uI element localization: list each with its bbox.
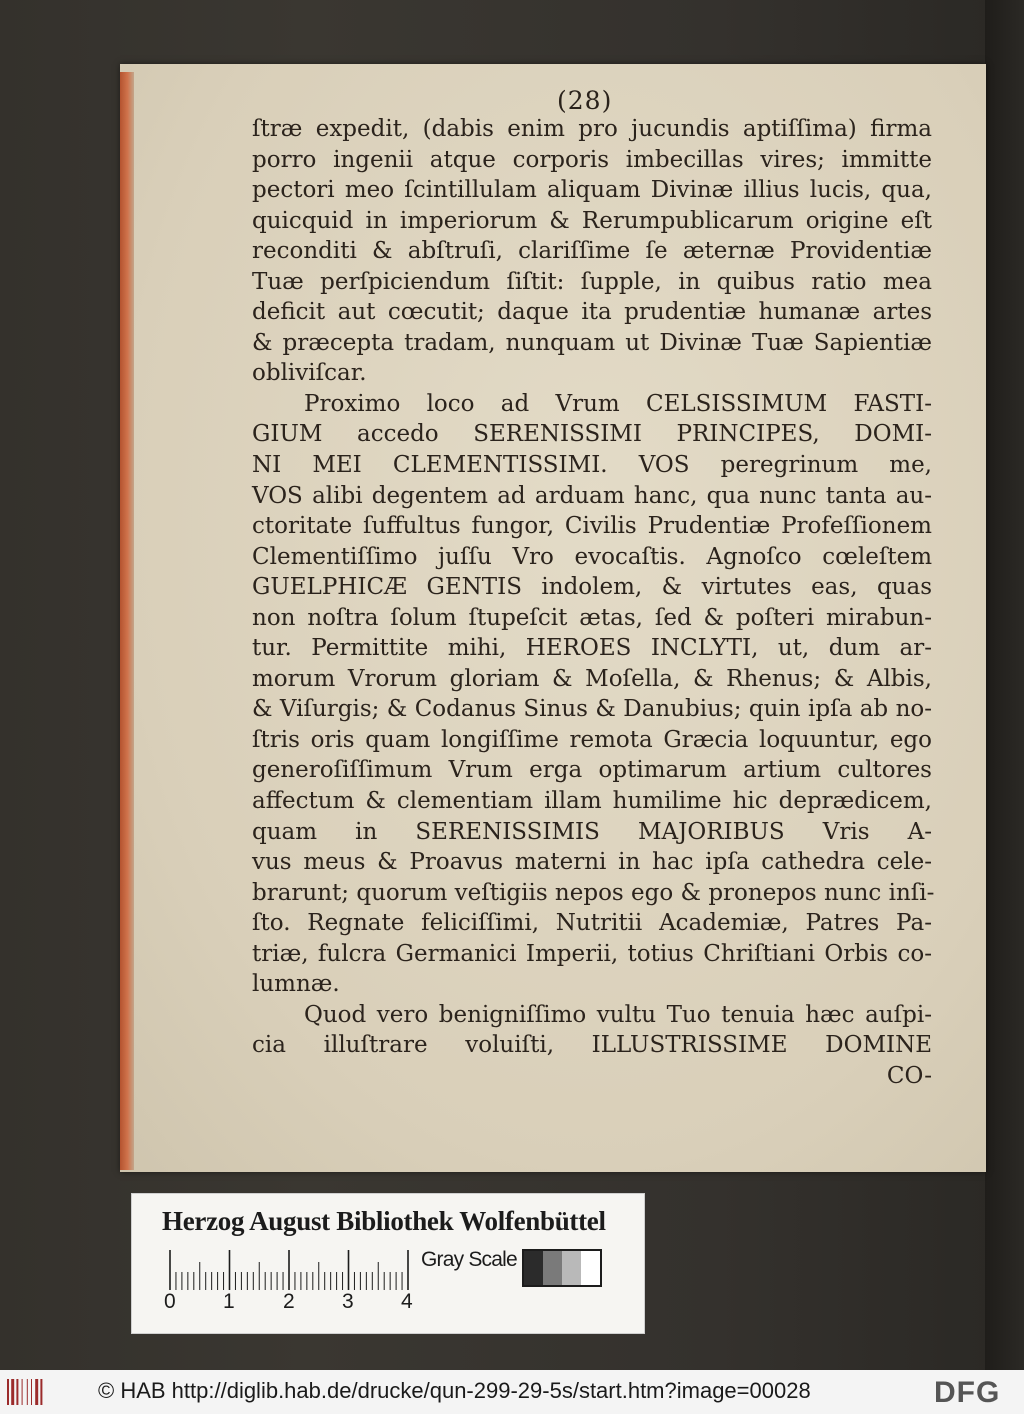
text-line: non noſtra ſolum ſtupeſcit ætas, ſed & poſteri mirabun- xyxy=(252,604,932,631)
text-line: vus meus & Proavus materni in hac ipſa cathedra cele- xyxy=(252,849,932,876)
text-line: ctoritate ſuffultus fungor, Civilis Prudentiæ Profeſſionem xyxy=(252,513,932,540)
text-line: Quod vero benigniſſimo vultu Tuo tenuia hæc auſpi- xyxy=(304,1001,932,1028)
text-line: Tuæ perſpiciendum ſiſtit: ſupple, in quibus ratio mea xyxy=(252,268,932,295)
copyright-url[interactable]: © HAB http://diglib.hab.de/drucke/qun-299-29-5s/start.htm?image=00028 xyxy=(98,1378,811,1403)
text-line: brarunt; quorum veſtigiis nepos ego & pronepos nunc inſi- xyxy=(252,879,935,906)
dfg-logo: DFG xyxy=(934,1376,1001,1409)
text-line: & præcepta tradam, nunquam ut Divinæ Tuæ Sapientiæ xyxy=(252,329,932,356)
text-line: lumnæ. xyxy=(252,971,340,998)
page-number: (28) xyxy=(557,86,613,115)
library-label-card xyxy=(131,1193,645,1334)
text-line: generoſiſſimum Vrum erga optimarum artium cultores xyxy=(252,757,932,784)
ruler-number: 1 xyxy=(223,1290,235,1313)
text-line: quicquid in imperiorum & Rerumpublicarum origine eſt xyxy=(252,207,932,234)
text-line: quam in SERENISSIMIS MAJORIBUS Vris A- xyxy=(252,818,932,845)
text-line: GIUM accedo SERENISSIMI PRINCIPES, DOMI- xyxy=(252,421,932,448)
gray-scale-swatches xyxy=(522,1249,602,1287)
gray-swatch xyxy=(543,1251,562,1285)
library-name: Herzog August Bibliothek Wolfenbüttel xyxy=(162,1206,606,1236)
catchword: CO- xyxy=(886,1062,932,1089)
text-line: Clementiſſimo juſſu Vro evocaſtis. Agnoſco cœleſtem xyxy=(252,543,932,570)
text-line: ſtris oris quam longiſſime remota Græcia loquuntur, ego xyxy=(252,726,932,753)
text-line: Proximo loco ad Vrum CELSISSIMUM FASTI- xyxy=(304,390,932,417)
gray-swatch xyxy=(581,1251,600,1285)
text-line: obliviſcar. xyxy=(252,360,367,387)
gray-scale-label: Gray Scale xyxy=(421,1248,517,1271)
barcode-icon xyxy=(6,1378,50,1406)
ruler-number: 4 xyxy=(401,1290,413,1313)
text-line: reconditi & abſtruſi, clariſſime ſe æternæ Providentiæ xyxy=(252,238,932,265)
ruler-numbers xyxy=(156,1290,436,1316)
text-line: cia illuſtrare voluiſti, ILLUSTRISSIME DOMINE xyxy=(252,1032,932,1059)
text-line: & Viſurgis; & Codanus Sinus & Danubius; quin ipſa ab no- xyxy=(252,696,932,723)
text-line: ſtræ expedit, (dabis enim pro jucundis aptiſſima) firma xyxy=(252,116,932,142)
ruler-number: 3 xyxy=(342,1290,354,1313)
text-line: tur. Permittite mihi, HEROES INCLYTI, ut, dum ar- xyxy=(252,635,932,662)
ruler-number: 0 xyxy=(164,1290,176,1313)
text-line: deficit aut cœcutit; daque ita prudentiæ humanæ artes xyxy=(252,299,932,326)
ruler-scale xyxy=(162,1250,412,1294)
scan-right-shadow xyxy=(985,0,1024,1370)
text-line: VOS alibi degentem ad arduam hanc, qua nunc tanta au- xyxy=(252,482,932,509)
text-line: morum Vrorum gloriam & Moſella, & Rhenus; & Albis, xyxy=(252,665,932,692)
text-line: affectum & clementiam illam humilime hic deprædicem, xyxy=(252,788,932,815)
text-line: porro ingenii atque corporis imbecillas vires; immitte xyxy=(252,146,932,173)
footer-bar xyxy=(0,1370,1024,1414)
text-line: NI MEI CLEMENTISSIMI. VOS peregrinum me, xyxy=(252,452,932,479)
gray-swatch xyxy=(562,1251,581,1285)
page-text xyxy=(252,114,935,1092)
text-line: pectori meo ſcintillulam aliquam Divinæ illius lucis, qua, xyxy=(252,177,932,204)
gray-swatch xyxy=(524,1251,543,1285)
page-red-edge xyxy=(120,72,134,1170)
text-line: triæ, fulcra Germanici Imperii, totius Chriſtiani Orbis co- xyxy=(252,940,932,967)
text-line: ſto. Regnate feliciſſimi, Nutritii Academiæ, Patres Pa- xyxy=(252,910,932,937)
text-line: GUELPHICÆ GENTIS indolem, & virtutes eas, quas xyxy=(252,574,932,601)
ruler-number: 2 xyxy=(283,1290,295,1313)
